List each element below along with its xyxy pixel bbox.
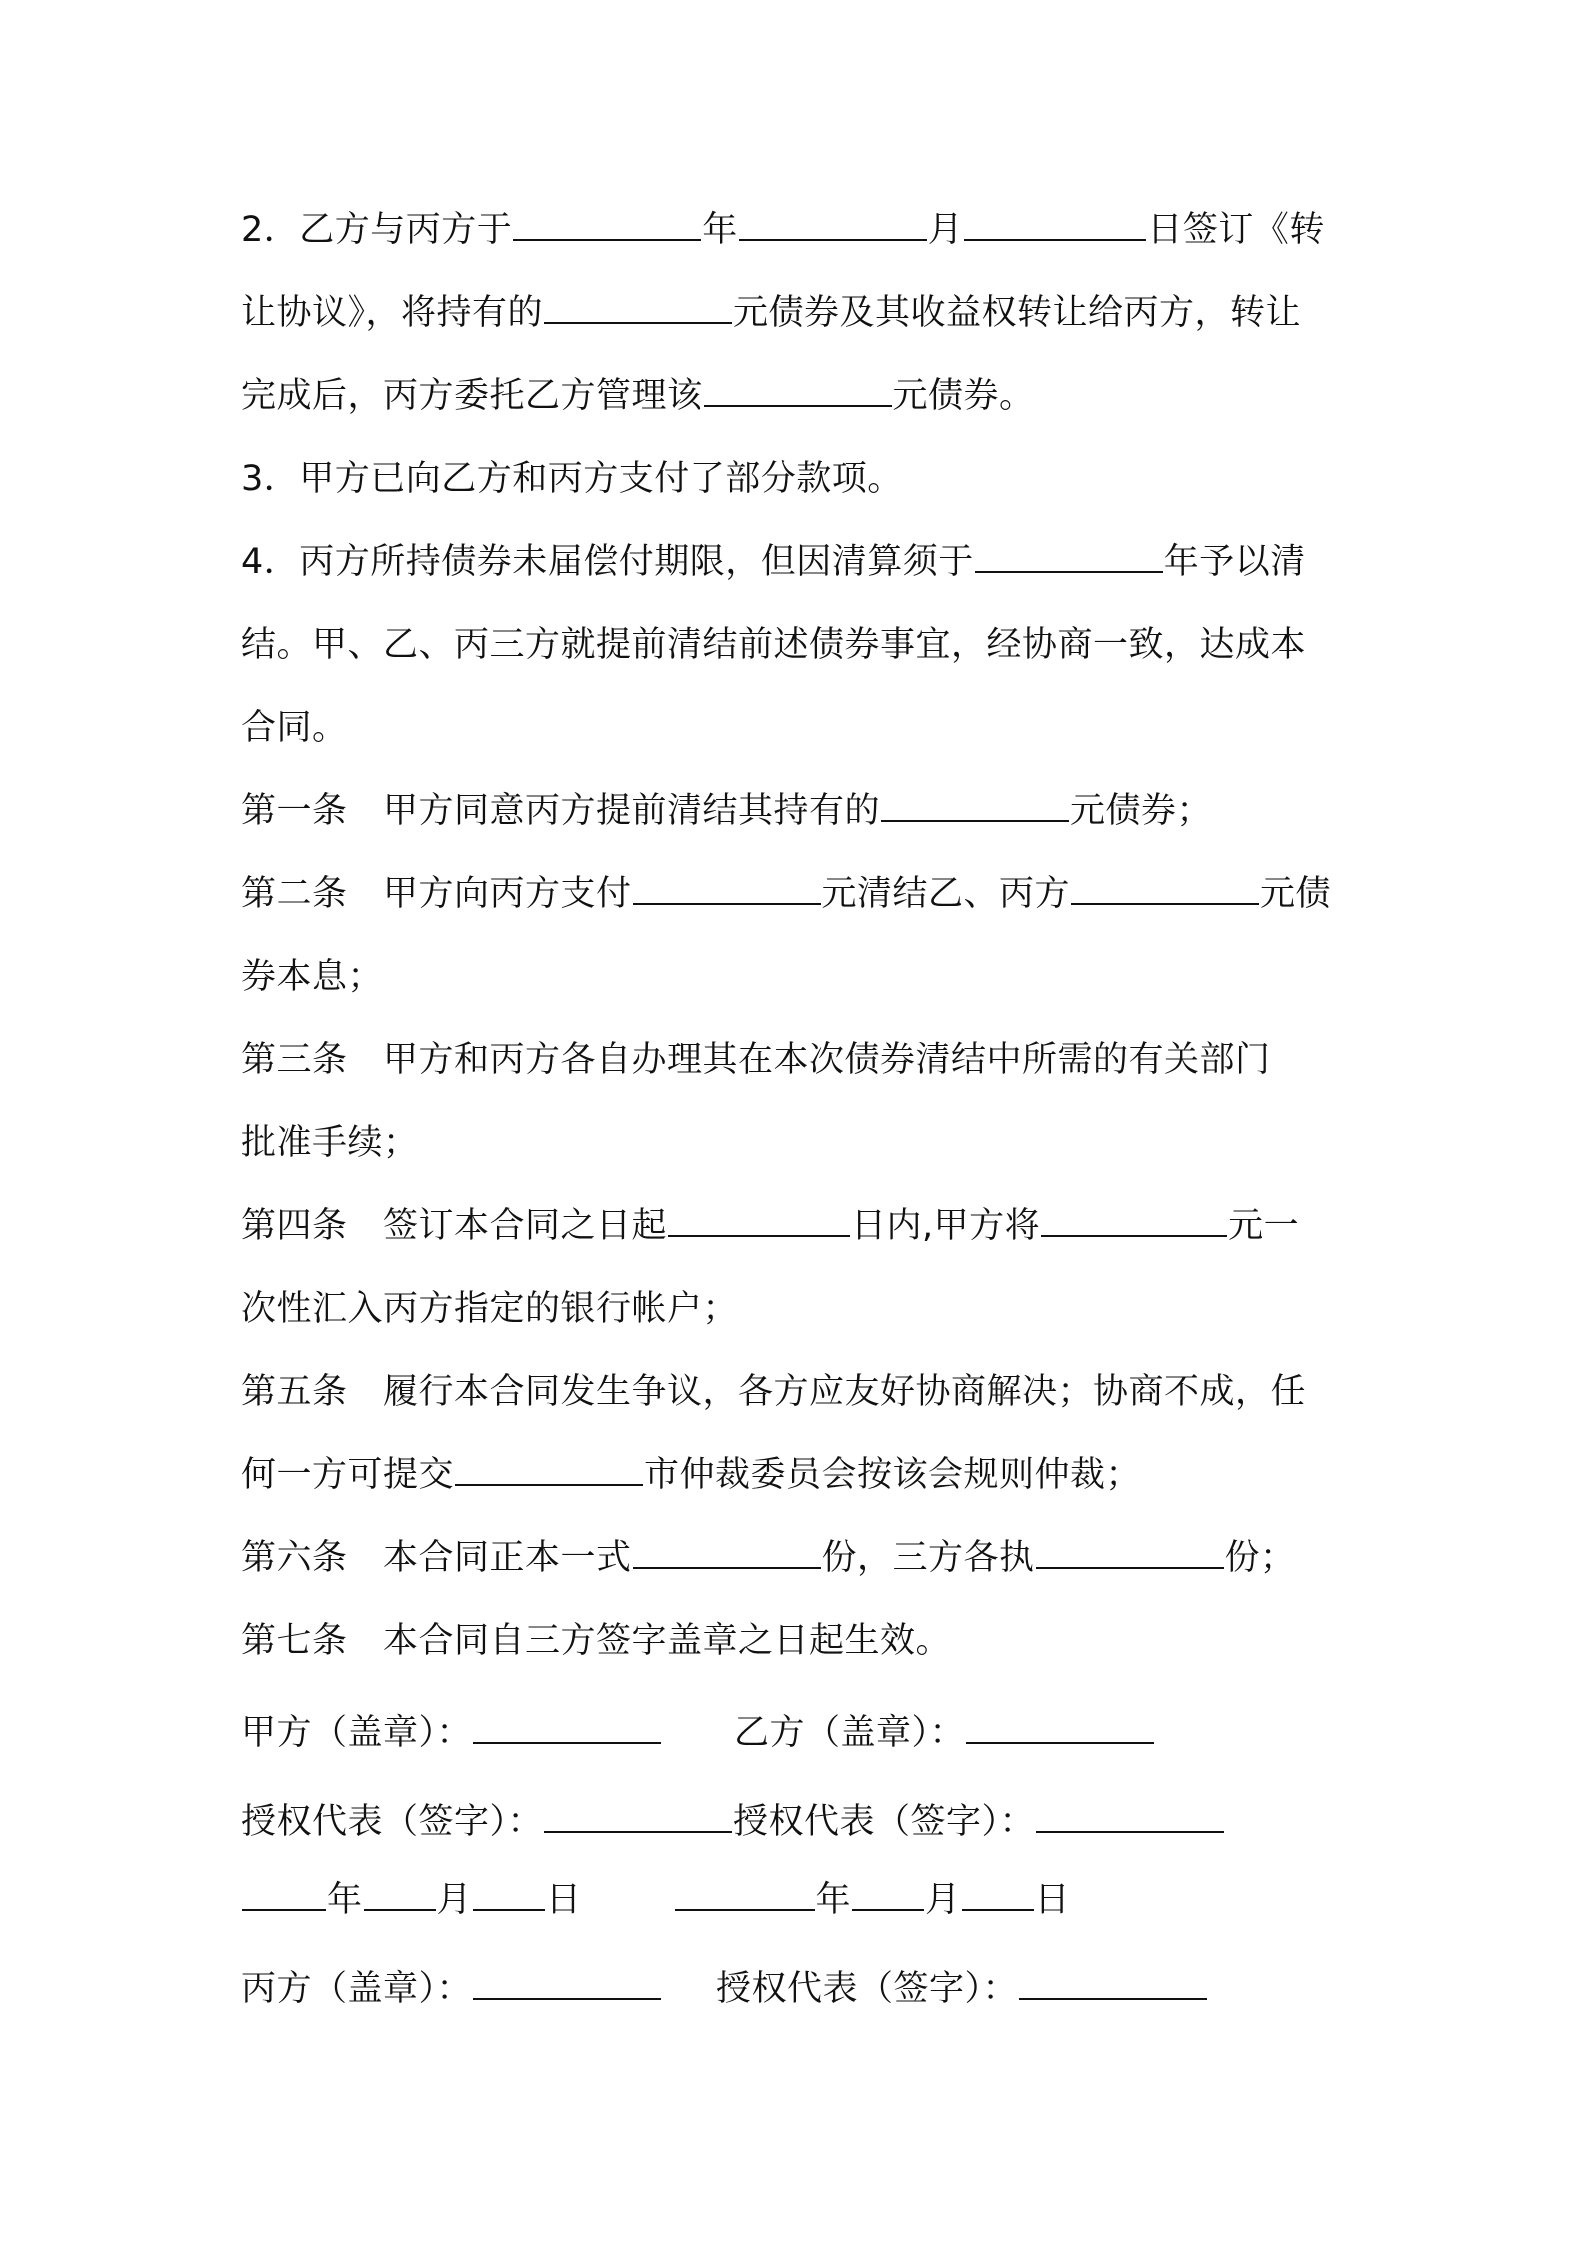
article-7 <box>241 1619 951 1663</box>
day-label: 日 <box>546 1880 582 1920</box>
signature-row-dates <box>241 1878 1070 1922</box>
blank-line <box>881 790 1069 822</box>
text: 第一条 甲方同意丙方提前清结其持有的 <box>241 791 881 831</box>
article-4-line-1 <box>241 1204 1299 1248</box>
party-c-seal-label: 丙方（盖章）： <box>241 1969 473 2009</box>
blank-line <box>633 1537 821 1569</box>
text: 4．丙方所持债券未届偿付期限，但因清算须于 <box>241 542 974 582</box>
text: 券本息； <box>241 957 384 997</box>
blank-line <box>242 1879 326 1911</box>
article-5-line-1 <box>241 1370 1306 1414</box>
clause-3 <box>241 457 903 501</box>
blank-line <box>473 1712 661 1744</box>
article-1 <box>241 789 1212 833</box>
text: 元一 <box>1228 1206 1300 1246</box>
text: 结。甲、乙、丙三方就提前清结前述债券事宜，经协商一致，达成本 <box>241 625 1307 665</box>
text: 份，三方各执 <box>821 1538 1035 1578</box>
auth-rep-c-label: 授权代表（签字）： <box>716 1969 1019 2009</box>
year-label: 年 <box>327 1880 363 1920</box>
blank-line <box>739 209 927 241</box>
blank-line <box>962 1879 1034 1911</box>
blank-line <box>473 1968 661 2000</box>
clause-4-line-3 <box>241 706 348 750</box>
auth-rep-b-label: 授权代表（签字）： <box>733 1802 1036 1842</box>
text: 市仲裁委员会按该会规则仲裁； <box>644 1455 1142 1495</box>
article-6 <box>241 1536 1296 1580</box>
text: 第六条 本合同正本一式 <box>241 1538 632 1578</box>
text: 元债券及其收益权转让给丙方，转让 <box>733 293 1302 333</box>
text: 完成后，丙方委托乙方管理该 <box>241 376 703 416</box>
blank-line <box>975 541 1163 573</box>
text: 月 <box>927 210 964 250</box>
blank-line <box>1019 1968 1207 2000</box>
party-b-seal-label: 乙方（盖章）： <box>734 1713 966 1753</box>
blank-line <box>633 873 821 905</box>
clause-4-line-2 <box>241 623 1306 667</box>
blank-line <box>852 1879 924 1911</box>
blank-line <box>544 292 732 324</box>
text: 元债券； <box>1070 791 1213 831</box>
text: 2．乙方与丙方于 <box>241 210 513 250</box>
blank-line <box>668 1205 850 1237</box>
signature-row-representatives <box>241 1800 1225 1844</box>
text: 年予以清 <box>1163 542 1306 582</box>
blank-line <box>513 209 701 241</box>
article-3-line-1 <box>241 1038 1271 1082</box>
text: 批准手续； <box>241 1123 419 1163</box>
text: 元债券。 <box>892 376 1035 416</box>
blank-line <box>1036 1537 1224 1569</box>
signature-row-seals <box>241 1711 1155 1755</box>
clause-2-line-3 <box>241 374 1035 418</box>
text: 元清结乙、丙方 <box>821 874 1071 914</box>
blank-line <box>1041 1205 1227 1237</box>
blank-line <box>1036 1801 1224 1833</box>
text: 第五条 履行本合同发生争议，各方应友好协商解决；协商不成，任 <box>241 1372 1307 1412</box>
text: 日内,甲方将 <box>851 1206 1041 1246</box>
text: 合同。 <box>241 708 348 748</box>
clause-2-line-2 <box>241 291 1301 335</box>
blank-line <box>544 1801 732 1833</box>
blank-line <box>966 1712 1154 1744</box>
blank-line <box>364 1879 436 1911</box>
clause-2-line-1 <box>241 208 1325 252</box>
day-label: 日 <box>1034 1880 1071 1920</box>
text: 3．甲方已向乙方和丙方支付了部分款项。 <box>241 459 903 499</box>
text: 年 <box>702 210 738 250</box>
text: 让协议》，将持有的 <box>241 293 544 333</box>
text: 第四条 签订本合同之日起 <box>241 1206 668 1246</box>
month-label: 月 <box>436 1880 473 1920</box>
text: 份； <box>1224 1538 1296 1578</box>
text: 第二条 甲方向丙方支付 <box>241 874 632 914</box>
signature-row-party-c <box>241 1967 1208 2011</box>
text: 何一方可提交 <box>241 1455 455 1495</box>
article-5-line-2 <box>241 1453 1141 1497</box>
article-3-line-2 <box>241 1121 419 1165</box>
clause-4-line-1 <box>241 540 1306 584</box>
party-a-seal-label: 甲方（盖章）： <box>241 1713 473 1753</box>
blank-line <box>675 1879 815 1911</box>
auth-rep-a-label: 授权代表（签字）： <box>241 1802 544 1842</box>
text: 第三条 甲方和丙方各自办理其在本次债券清结中所需的有关部门 <box>241 1040 1271 1080</box>
blank-line <box>1071 873 1259 905</box>
blank-line <box>473 1879 545 1911</box>
month-label: 月 <box>925 1880 961 1920</box>
article-2-line-2 <box>241 955 383 999</box>
text: 第七条 本合同自三方签字盖章之日起生效。 <box>241 1621 952 1661</box>
year-label: 年 <box>815 1880 852 1920</box>
blank-line <box>704 375 892 407</box>
text: 次性汇入丙方指定的银行帐户； <box>241 1289 739 1329</box>
blank-line <box>964 209 1146 241</box>
blank-line <box>455 1454 643 1486</box>
text: 元债 <box>1260 874 1332 914</box>
article-2-line-1 <box>241 872 1331 916</box>
article-4-line-2 <box>241 1287 738 1331</box>
text: 日签订《转 <box>1147 210 1325 250</box>
